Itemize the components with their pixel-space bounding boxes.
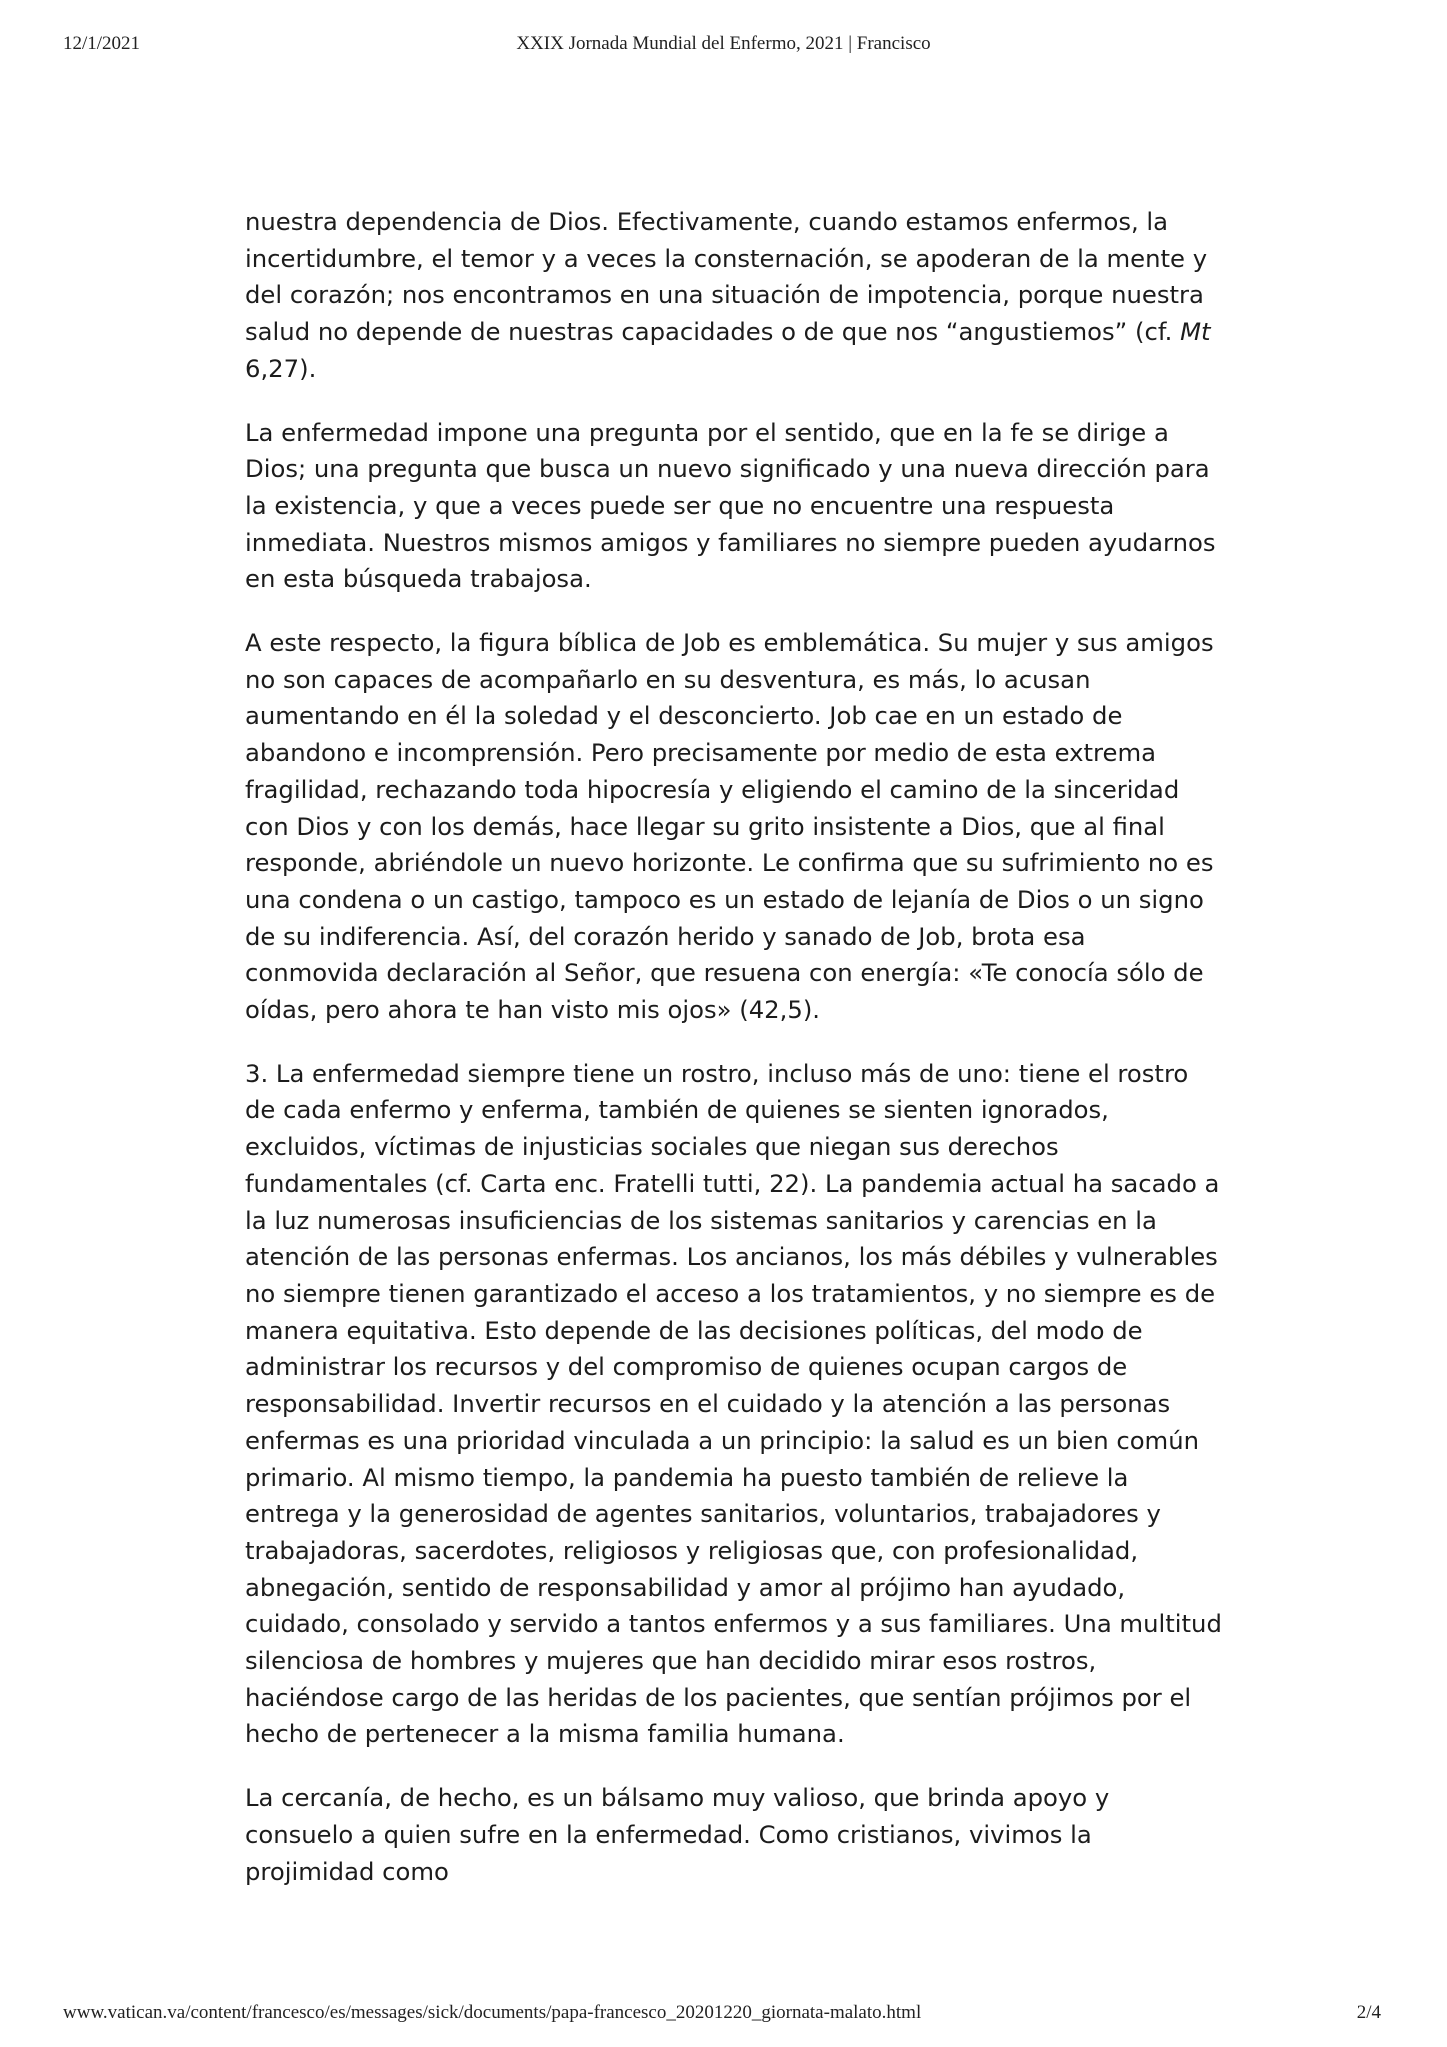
paragraph — [245, 1780, 1225, 1890]
text-segment: La enfermedad impone una pregunta por el sentido, que en la fe se dirige a Dios; una pregunta que busca un nuevo significado y una nueva dirección para la existencia, y que a veces puede ser que no encuentre una respuesta inmediata. Nuestros mismos amigos y familiares no siempre pueden ayudarnos en esta búsqueda trabajosa. — [245, 417, 1216, 594]
paragraph — [245, 625, 1225, 1029]
citation-italic: Mt — [1180, 317, 1211, 347]
text-segment: 3. La enfermedad siempre tiene un rostro, incluso más de uno: tiene el rostro de cada enfermo y enferma, también de quienes se sienten ignorados, excluidos, víctimas de injusticias sociales que niegan sus derechos fundamentales (cf. Carta enc. — [245, 1058, 1189, 1198]
text-segment: La cercanía, de hecho, es un bálsamo muy valioso, que brinda apoyo y consuelo a quien sufre en la enfermedad. Como cristianos, vivimos la projimidad como — [245, 1783, 1110, 1886]
text-segment: 6,27). — [245, 353, 317, 383]
source-url: www.vatican.va/content/francesco/es/messages/sick/documents/papa-francesco_20201220_giornata-malato.html — [63, 2002, 922, 2023]
page-number: 2/4 — [1356, 2002, 1381, 2023]
encyclical-title: Fratelli tutti — [613, 1168, 754, 1198]
text-segment: A este respecto, la figura bíblica de Job es emblemática. Su mujer y sus amigos no son capaces de acompañarlo en su desventura, es más, lo acusan aumentando en él la soledad y el desconcierto. Job cae en un estado de abandono e incomprensión. Pero precisamente por medio de esta extrema fragilidad, rechazando toda hipocresía y eligiendo el camino de la sinceridad con Dios y con los demás, hace llegar su grito insistente a Dios, que al final responde, abriéndole un nuevo horizonte. Le confirma que su sufrimiento no es una condena o un castigo, tampoco es un estado de lejanía de Dios o un signo de su indiferencia. Así, del corazón herido y sanado de Job, brota esa conmovida declaración al Señor, que resuena con energía: «Te conocía sólo de oídas, pero ahora te han visto mis ojos» (42,5). — [245, 628, 1214, 1025]
text-segment: nuestra dependencia de Dios. Efectivamente, cuando estamos enfermos, la incertidumbre, el temor y a veces la consternación, se apoderan de la mente y del corazón; nos encontramos en una situación de impotencia, porque nuestra salud no depende de nuestras capacidades o de que nos “angustiemos” (cf. — [245, 207, 1208, 347]
paragraph — [245, 1056, 1225, 1753]
paragraph — [245, 204, 1225, 388]
print-date: 12/1/2021 — [63, 33, 141, 54]
text-segment: , 22). La pandemia actual ha sacado a la luz numerosas insuficiencias de los sistemas sanitarios y carencias en la atención de las personas enfermas. Los ancianos, los más débiles y vulnerables no siempre tienen garantizado el acceso a los tratamientos, y no siempre es de manera equitativa. Esto depende de las decisiones políticas, del modo de administrar los recursos y del compromiso de quienes ocupan cargos de responsabilidad. Invertir recursos en el cuidado y la atención a las personas enfermas es una prioridad vinculada a un principio: la salud es un bien común primario. Al mismo tiempo, la pandemia ha puesto también de relieve la entrega y la generosidad de agentes sanitarios, voluntarios, trabajadores y trabajadoras, sacerdotes, religiosos y religiosas que, con profesionalidad, abnegación, sentido de responsabilidad y amor al prójimo han ayudado, cuidado, consolado y servido a tantos enfermos y a sus familiares. Una multitud silenciosa de hombres y mujeres que han decidido mirar esos rostros, haciéndose cargo de las heridas de los pacientes, que sentían prójimos por el hecho de pertenecer a la misma familia humana. — [245, 1168, 1222, 1749]
article-body — [245, 204, 1225, 1917]
page-footer — [0, 2002, 1447, 2032]
page-title: XXIX Jornada Mundial del Enfermo, 2021 | Francisco — [516, 33, 931, 54]
paragraph — [245, 415, 1225, 599]
page-header — [0, 33, 1447, 63]
